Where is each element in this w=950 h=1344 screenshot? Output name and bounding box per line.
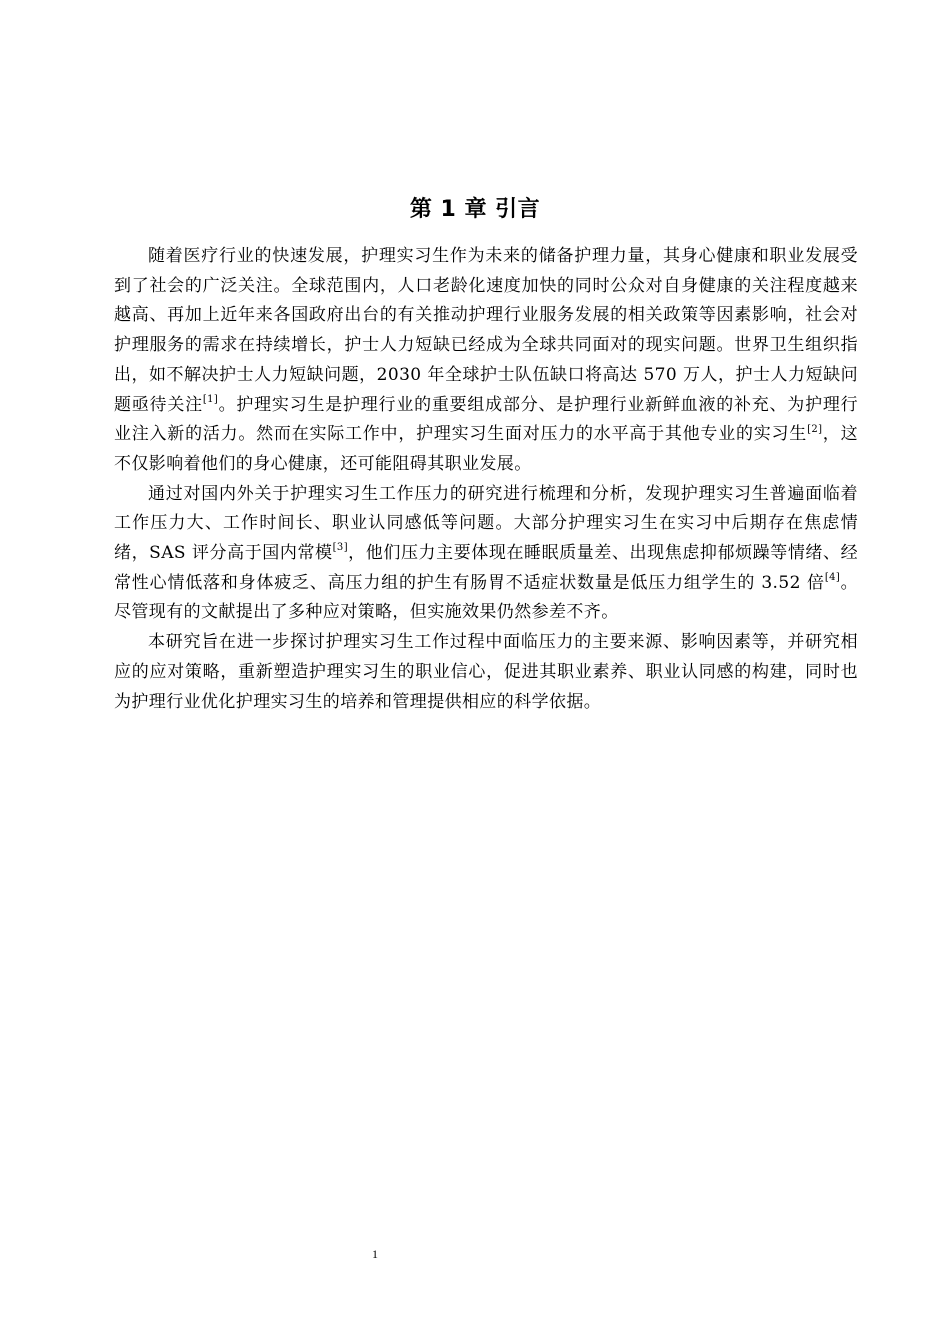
paragraph-2 <box>114 480 858 629</box>
citation-1: [1] <box>202 393 219 405</box>
paragraph-2-text-a: 通过对国内外关于护理实习生工作压力的研究进行梳理和分析，发现护理实习生普遍面临着工作压力大、工作时间长、职业认同感低等问题。大部分护理实习生在实习中后期存在焦虑情绪，SAS 评分高于国内常模 <box>114 483 858 564</box>
citation-2: [2] <box>807 423 823 435</box>
chapter-body <box>114 242 858 717</box>
paragraph-1-text-b: 护理实习生是护理行业的重要组成部分、是护理行业新鲜血液的补充、为护理行业注入新的活力。然而在实际工作中，护理实习生面对压力的水平高于其他专业的实习生 <box>114 394 859 445</box>
paragraph-2-text-c: 尽管现有的文献提出了多种应对策略，但实施效果仍然参差不齐。 <box>114 602 619 623</box>
chapter-title: 第 1 章 引言 <box>409 196 541 222</box>
paragraph-1-period: 。 <box>218 394 237 415</box>
paragraph-3: 本研究旨在进一步探讨护理实习生工作过程中面临压力的主要来源、影响因素等，并研究相应的应对策略，重新塑造护理实习生的职业信心，促进其职业素养、职业认同感的构建，同时也为护理行业优化护理实习生的培养和管理提供相应的科学依据。 <box>114 632 858 712</box>
citation-4: [4] <box>824 572 841 584</box>
page-number: 1 <box>372 1247 378 1261</box>
citation-3: [3] <box>332 542 348 554</box>
paragraph-1-text-c: ，这不仅影响着他们的身心健康，还可能阻碍其职业发展。 <box>114 424 858 474</box>
paragraph-1-text-a: 随着医疗行业的快速发展，护理实习生作为未来的储备护理力量，其身心健康和职业发展受到了社会的广泛关注。全球范围内，人口老龄化速度加快的同时公众对自身健康的关注程度越来越高、再加上近年来各国政府出台的有关推动护理行业服务发展的相关政策等因素影响，社会对护理服务的需求在持续增长，护士人力短缺已经成为全球共同面对的现实问题。世界卫生组织指出，如不解决护士人力短缺问题，2030 年全球护士队伍缺口将高达 570 万人，护士人力短缺问题亟待关注 <box>114 246 858 415</box>
paragraph-1 <box>114 242 858 480</box>
paragraph-2-period: 。 <box>840 572 858 593</box>
paragraph-2-text-b: ，他们压力主要体现在睡眠质量差、出现焦虑抑郁烦躁等情绪、经常性心情低落和身体疲乏、高压力组的护生有肠胃不适症状数量是低压力组学生的 3.52 倍 <box>114 543 858 593</box>
